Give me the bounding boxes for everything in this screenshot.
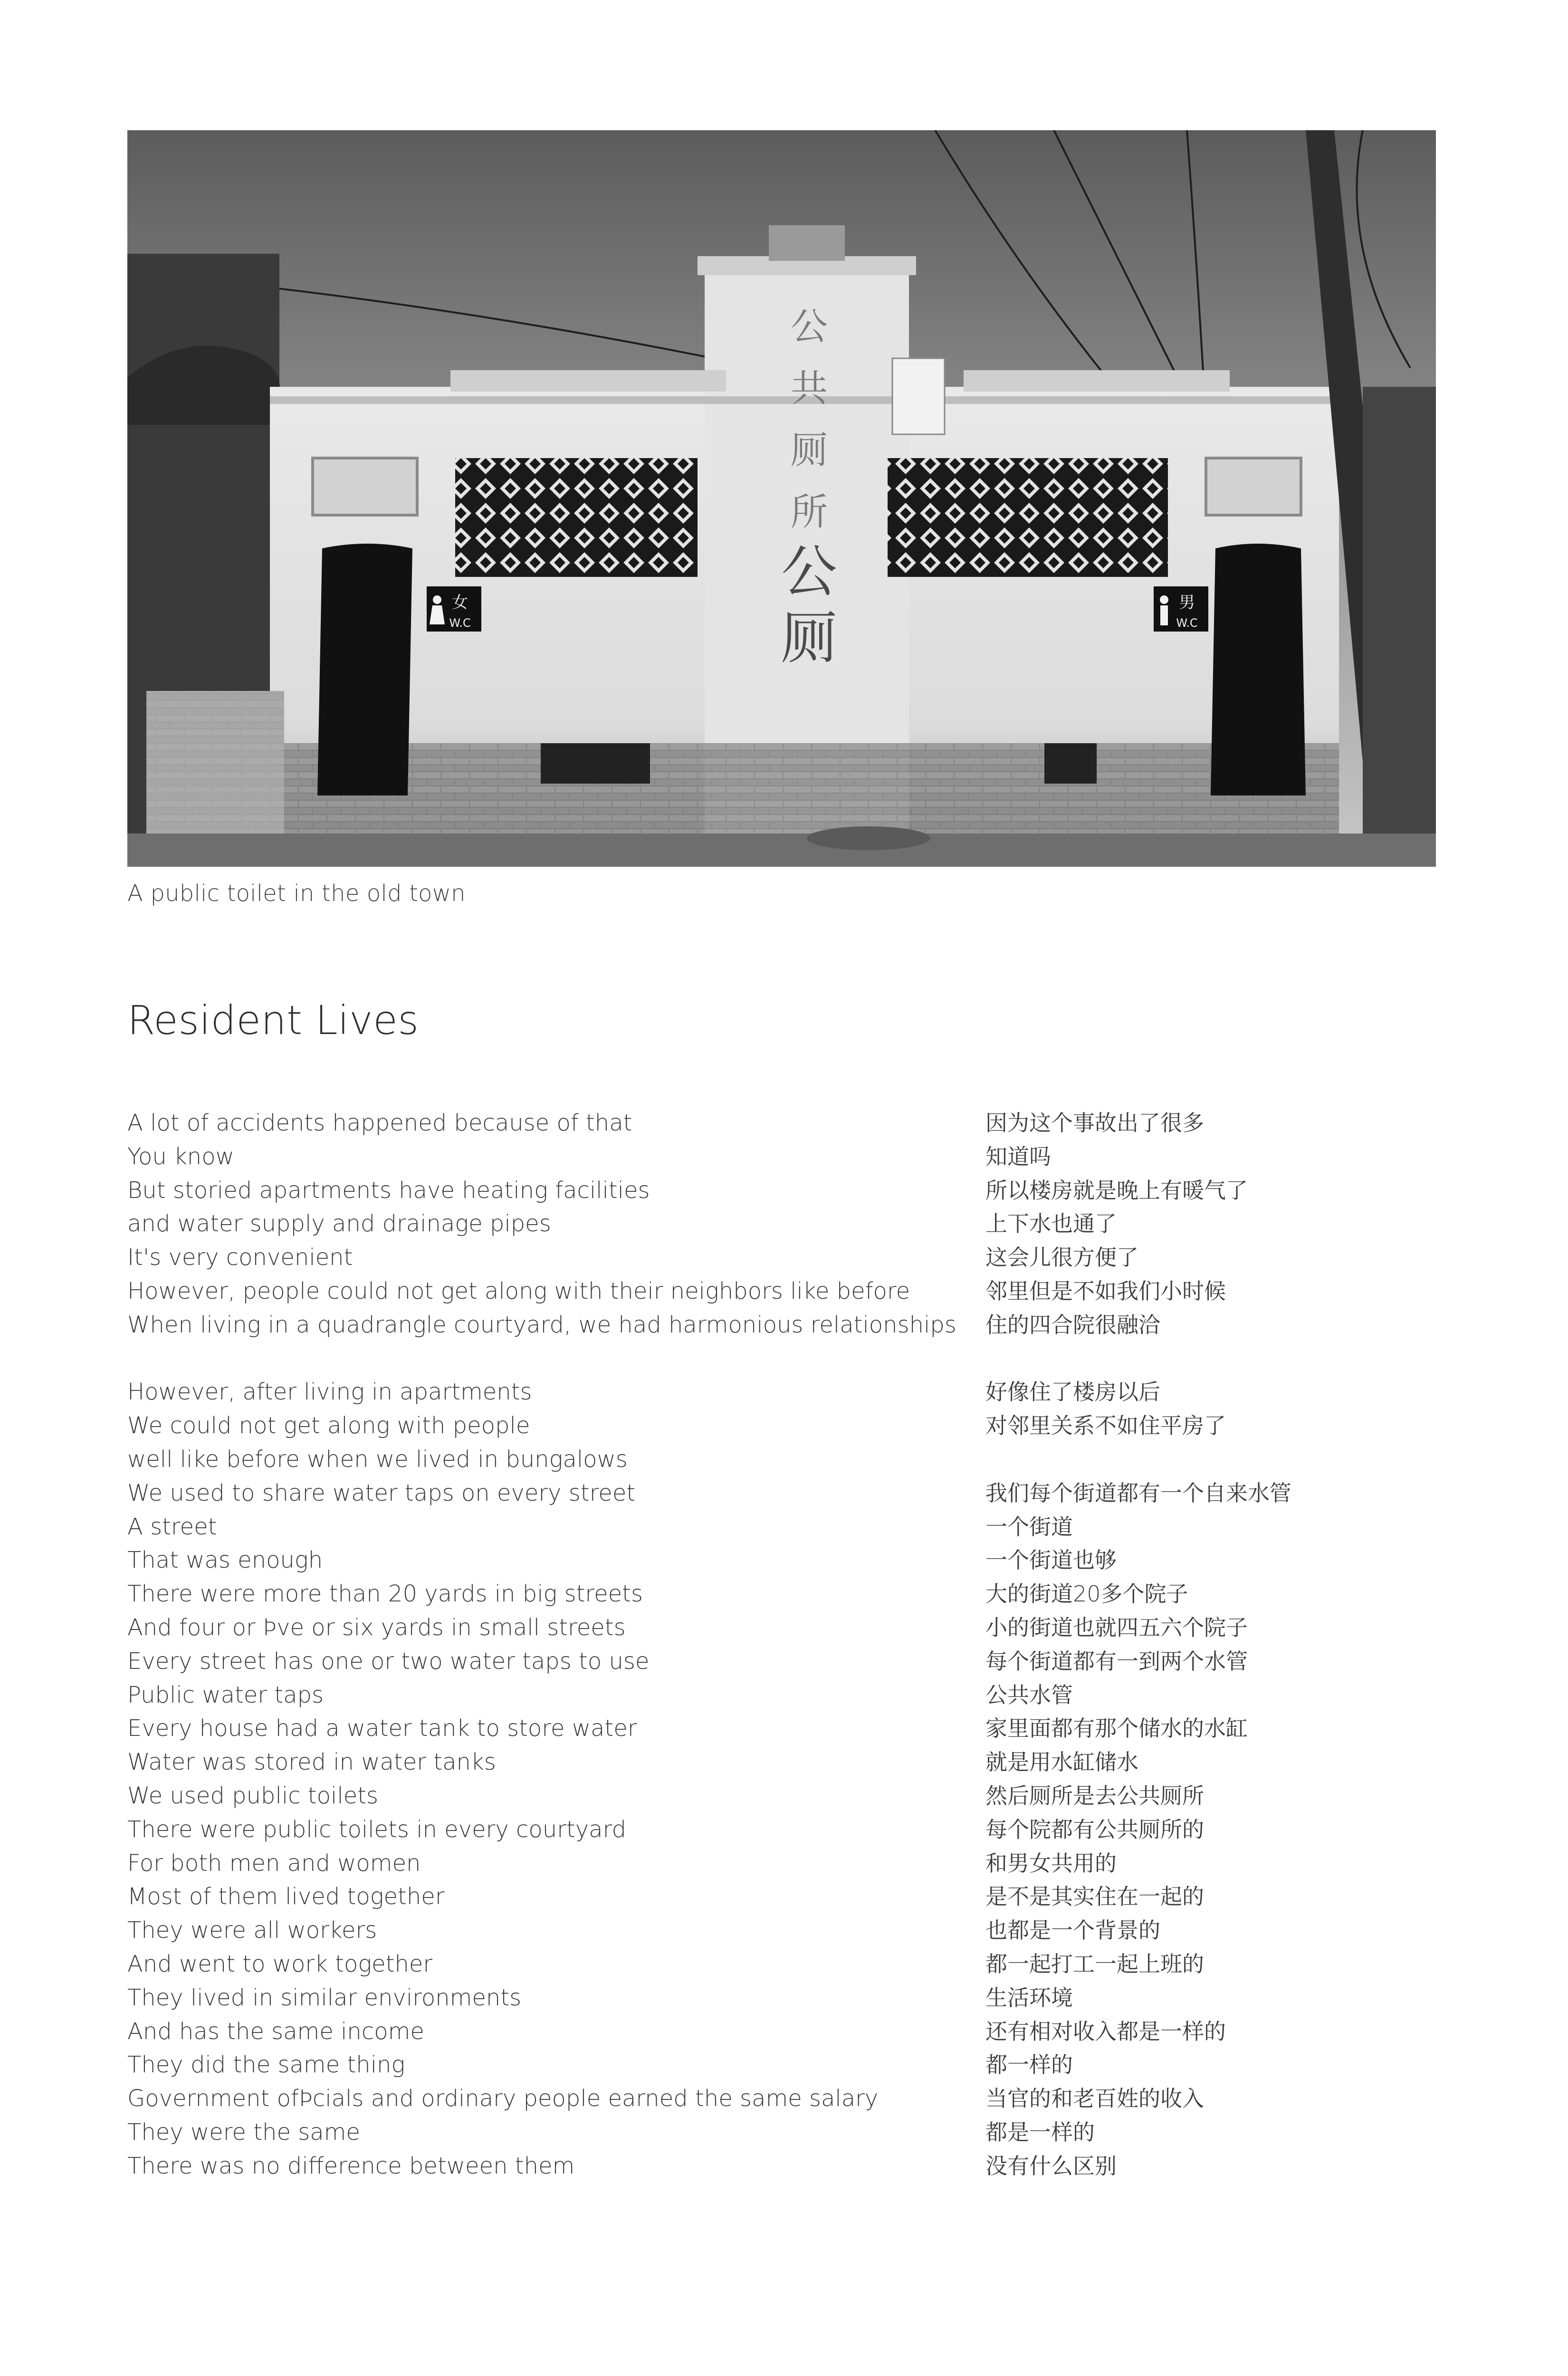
english-transcript bbox=[127, 1106, 956, 2183]
sign-wc-label: W.C bbox=[1176, 616, 1198, 630]
wall-character: 厕 bbox=[781, 605, 838, 671]
transcript-line: 还有相对收入都是一样的 bbox=[985, 2018, 1226, 2044]
transcript-line: 没有什么区别 bbox=[985, 2153, 1117, 2179]
transcript-line: Every street has one or two water taps to use bbox=[127, 1648, 650, 1675]
transcript-line: 就是用水缸储水 bbox=[985, 1749, 1138, 1775]
section-title: Resident Lives bbox=[127, 997, 419, 1044]
wall-character: 厕 bbox=[790, 429, 828, 472]
transcript-line: Public water taps bbox=[127, 1681, 324, 1708]
transcript-line: It's very convenient bbox=[127, 1244, 353, 1271]
transcript-line: 我们每个街道都有一个自来水管 bbox=[985, 1480, 1291, 1506]
transcript-line: But storied apartments have heating facilities bbox=[127, 1177, 650, 1204]
transcript-line: 一个街道 bbox=[985, 1514, 1073, 1540]
transcript-line: For both men and women bbox=[127, 1849, 421, 1877]
transcript-line bbox=[127, 1342, 935, 1376]
transcript-line: Most of them lived together bbox=[127, 1883, 445, 1910]
sign-men-label: 男 bbox=[1179, 593, 1195, 612]
transcript-line: 一个街道也够 bbox=[985, 1547, 1117, 1573]
transcript-line: They were all workers bbox=[127, 1917, 377, 1944]
sign-wc-label: W.C bbox=[449, 616, 471, 630]
transcript-line: 小的街道也就四五六个院子 bbox=[985, 1614, 1248, 1640]
chinese-transcript bbox=[985, 1106, 1413, 2183]
transcript-line: When living in a quadrangle courtyard, we had harmonious relationships bbox=[127, 1311, 956, 1338]
transcript-line: That was enough bbox=[127, 1547, 323, 1574]
transcript-line: and water supply and drainage pipes bbox=[127, 1210, 551, 1237]
transcript-line: However, after living in apartments bbox=[127, 1379, 532, 1406]
transcript-line: You know bbox=[127, 1143, 234, 1170]
wall-character: 所 bbox=[790, 491, 828, 534]
transcript-line: And has the same income bbox=[127, 2018, 424, 2045]
transcript-line: We used to share water taps on every street bbox=[127, 1479, 636, 1506]
transcript-line: There was no difference between them bbox=[127, 2152, 575, 2179]
transcript-line: 都是一样的 bbox=[985, 2119, 1095, 2145]
transcript-line: 大的街道20多个院子 bbox=[985, 1581, 1188, 1607]
wall-character: 公 bbox=[781, 539, 838, 604]
transcript-line: well like before when we lived in bungalows bbox=[127, 1446, 628, 1473]
transcript-line: 好像住了楼房以后 bbox=[985, 1379, 1160, 1405]
transcript-line: They were the same bbox=[127, 2118, 360, 2146]
wall-character: 共 bbox=[790, 367, 828, 410]
transcript-line: 因为这个事故出了很多 bbox=[985, 1110, 1204, 1136]
sign-women-label: 女 bbox=[452, 593, 468, 612]
wall-character: 公 bbox=[790, 306, 828, 348]
figure-caption: A public toilet in the old town bbox=[127, 880, 466, 907]
transcript-line: 知道吗 bbox=[985, 1143, 1051, 1169]
transcript-line: 每个街道都有一到两个水管 bbox=[985, 1648, 1248, 1674]
transcript-line: 家里面都有那个储水的水缸 bbox=[985, 1715, 1248, 1742]
transcript-line: They lived in similar environments bbox=[127, 1984, 522, 2011]
transcript-line: 当官的和老百姓的收入 bbox=[985, 2086, 1204, 2112]
transcript-line: However, people could not get along with their neighbors like before bbox=[127, 1277, 910, 1304]
transcript-line: 所以楼房就是晚上有暖气了 bbox=[985, 1177, 1248, 1203]
transcript-line: 都一样的 bbox=[985, 2052, 1073, 2078]
transcript-line: 生活环境 bbox=[985, 1984, 1073, 2011]
transcript-line: We could not get along with people bbox=[127, 1412, 530, 1439]
transcript-line: 邻里但是不如我们小时候 bbox=[985, 1278, 1226, 1304]
transcript-line: 然后厕所是去公共厕所 bbox=[985, 1782, 1204, 1809]
transcript-line: There were more than 20 yards in big streets bbox=[127, 1581, 643, 1608]
transcript-line: 每个院都有公共厕所的 bbox=[985, 1816, 1204, 1842]
transcript-line: There were public toilets in every courtyard bbox=[127, 1816, 626, 1843]
transcript-line: 也都是一个背景的 bbox=[985, 1917, 1160, 1944]
transcript-line: We used public toilets bbox=[127, 1782, 379, 1809]
transcript-line: 上下水也通了 bbox=[985, 1211, 1117, 1237]
transcript-line: And went to work together bbox=[127, 1950, 433, 1977]
transcript-line: They did the same thing bbox=[127, 2051, 405, 2079]
transcript-line: 和男女共用的 bbox=[985, 1850, 1117, 1876]
public-toilet-photo bbox=[127, 130, 1436, 867]
transcript-line: 住的四合院很融洽 bbox=[985, 1312, 1160, 1338]
transcript-line: 公共水管 bbox=[985, 1682, 1073, 1708]
transcript-line: A street bbox=[127, 1513, 217, 1540]
transcript-line: Government ofÞcials and ordinary people earned the same salary bbox=[127, 2085, 879, 2112]
transcript-line bbox=[985, 1443, 1413, 1476]
transcript-line: 都一起打工一起上班的 bbox=[985, 1951, 1204, 1977]
transcript-line: 这会儿很方便了 bbox=[985, 1245, 1138, 1271]
transcript-line: 是不是其实住在一起的 bbox=[985, 1884, 1204, 1910]
transcript-line bbox=[985, 1342, 1413, 1376]
transcript-line: Water was stored in water tanks bbox=[127, 1749, 496, 1776]
transcript-line: Every house had a water tank to store water bbox=[127, 1715, 637, 1742]
transcript-line: 对邻里关系不如住平房了 bbox=[985, 1413, 1226, 1439]
transcript-line: A lot of accidents happened because of that bbox=[127, 1110, 632, 1136]
transcript-line: And four or Þve or six yards in small streets bbox=[127, 1614, 626, 1641]
